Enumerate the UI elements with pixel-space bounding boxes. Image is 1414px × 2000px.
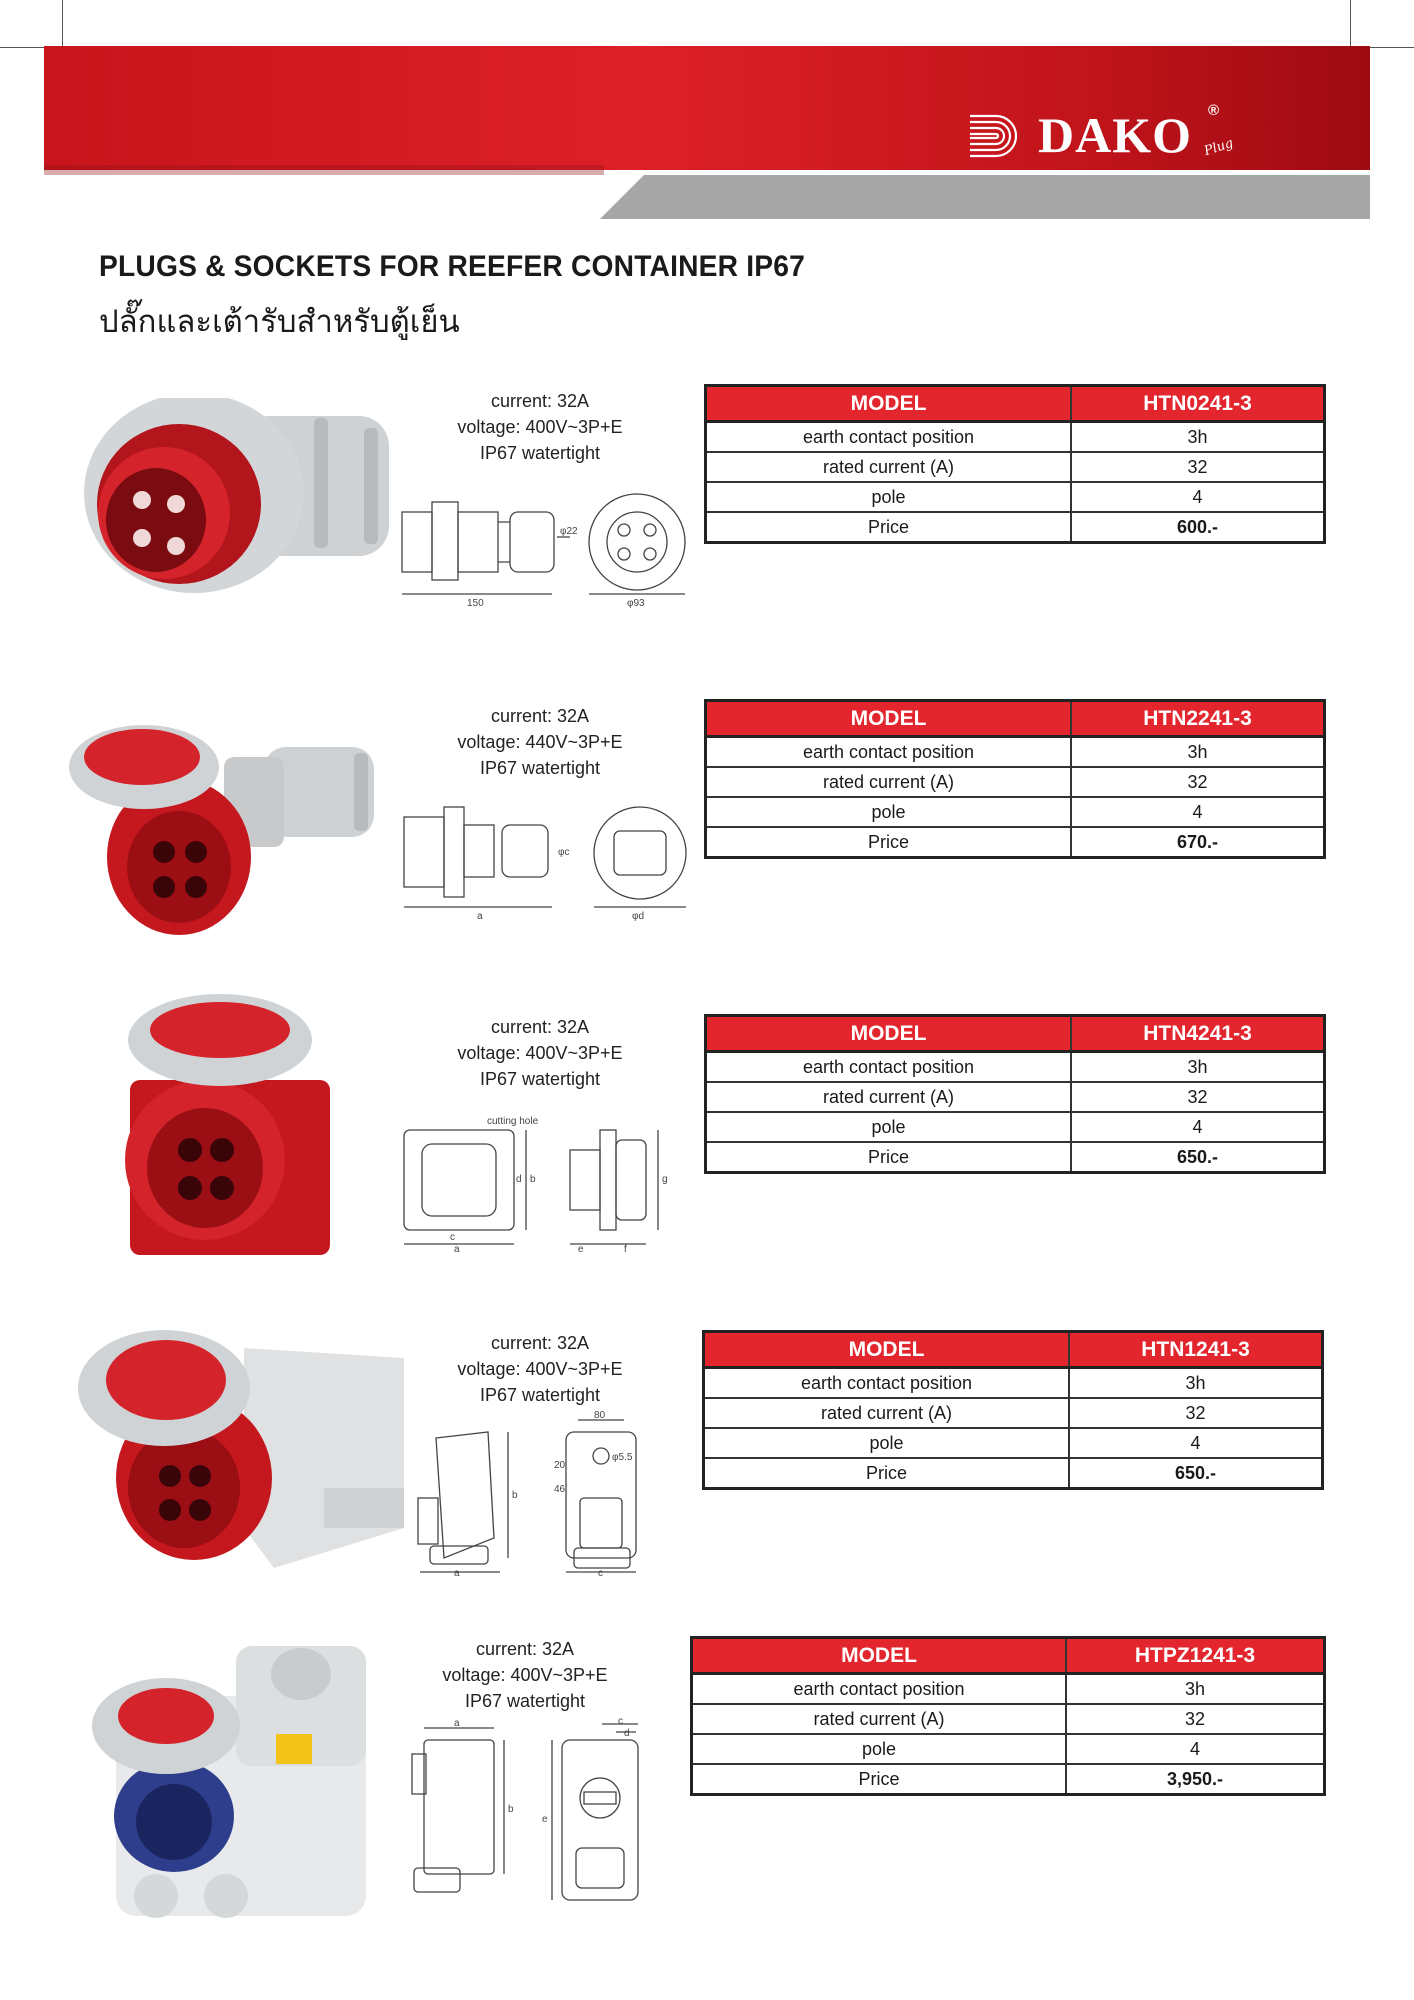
product-photo-plug <box>64 398 394 628</box>
row-value: 32 <box>1069 1398 1323 1428</box>
model-number: HTPZ1241-3 <box>1066 1638 1325 1674</box>
col-model: MODEL <box>706 1016 1072 1052</box>
dim-label: a <box>454 1244 460 1252</box>
row-value: 3h <box>1069 1368 1323 1399</box>
dim-label: cutting hole <box>487 1116 539 1127</box>
dim-label: b <box>530 1174 536 1185</box>
product-card <box>0 695 1414 935</box>
row-label: Price <box>692 1764 1067 1795</box>
row-label: pole <box>706 797 1072 827</box>
row-value: 32 <box>1071 452 1325 482</box>
row-label: Price <box>706 1142 1072 1173</box>
model-number: HTN4241-3 <box>1071 1016 1325 1052</box>
brand-sub: Plug <box>1202 135 1236 160</box>
model-number: HTN0241-3 <box>1071 386 1325 422</box>
technical-drawing <box>404 1408 694 1576</box>
row-label: rated current (A) <box>704 1398 1070 1428</box>
row-label: Price <box>706 512 1072 543</box>
page-title-thai: ปลั๊กและเต้ารับสำหรับตู้เย็น <box>99 304 460 340</box>
product-photo-panel-socket <box>110 990 360 1260</box>
spec-voltage: voltage: 400V~3P+E <box>457 1043 623 1063</box>
row-label: pole <box>692 1734 1067 1764</box>
row-label: pole <box>706 482 1072 512</box>
dim-label: f <box>624 1244 627 1252</box>
product-card <box>0 380 1414 620</box>
row-label: Price <box>706 827 1072 858</box>
row-label: earth contact position <box>704 1368 1070 1399</box>
technical-drawing <box>392 482 702 612</box>
spec-voltage: voltage: 440V~3P+E <box>457 732 623 752</box>
price-value: 600.- <box>1071 512 1325 543</box>
row-value: 3h <box>1071 422 1325 453</box>
product-photo-connector <box>64 707 404 947</box>
spec-table <box>702 1330 1324 1490</box>
col-model: MODEL <box>704 1332 1070 1368</box>
row-value: 4 <box>1066 1734 1325 1764</box>
product-photo-interlock-socket <box>86 1636 376 1926</box>
dim-label: φd <box>632 911 645 922</box>
dim-label: c <box>450 1232 455 1243</box>
row-value: 3h <box>1071 1052 1325 1083</box>
page-title: PLUGS & SOCKETS FOR REEFER CONTAINER IP67 <box>99 250 806 283</box>
spec-ip: IP67 watertight <box>479 1385 601 1405</box>
dim-label: d <box>516 1174 522 1185</box>
technical-drawing <box>372 1718 692 1908</box>
dim-label: 46 <box>554 1484 566 1495</box>
product-specs <box>410 1636 640 1714</box>
row-value: 32 <box>1071 767 1325 797</box>
spec-voltage: voltage: 400V~3P+E <box>457 1359 623 1379</box>
spec-table <box>704 384 1326 544</box>
model-number: HTN1241-3 <box>1069 1332 1323 1368</box>
row-label: earth contact position <box>706 422 1072 453</box>
spec-ip: IP67 watertight <box>479 1069 601 1089</box>
dim-label: c <box>618 1718 623 1727</box>
row-label: rated current (A) <box>706 1082 1072 1112</box>
col-model: MODEL <box>692 1638 1067 1674</box>
model-number: HTN2241-3 <box>1071 701 1325 737</box>
row-label: rated current (A) <box>692 1704 1067 1734</box>
dim-label: a <box>477 911 483 922</box>
dim-label: b <box>508 1804 514 1815</box>
price-value: 650.- <box>1071 1142 1325 1173</box>
dim-label: g <box>662 1174 668 1185</box>
product-card <box>0 1010 1414 1270</box>
product-card <box>0 1330 1414 1600</box>
spec-table <box>690 1636 1326 1796</box>
row-label: rated current (A) <box>706 452 1072 482</box>
row-label: Price <box>704 1458 1070 1489</box>
price-value: 3,950.- <box>1066 1764 1325 1795</box>
dim-label: 20 <box>554 1460 566 1471</box>
technical-drawing <box>392 1110 702 1252</box>
spec-ip: IP67 watertight <box>479 758 601 778</box>
brand-name: DAKO <box>1038 107 1192 163</box>
dim-label: φ5.5 <box>612 1452 633 1463</box>
dim-label: a <box>454 1568 460 1576</box>
row-value: 4 <box>1071 797 1325 827</box>
product-photo-wall-socket <box>74 1328 414 1578</box>
row-label: earth contact position <box>692 1674 1067 1705</box>
row-label: pole <box>706 1112 1072 1142</box>
price-value: 670.- <box>1071 827 1325 858</box>
dim-label: a <box>454 1718 460 1729</box>
row-value: 3h <box>1071 737 1325 768</box>
dim-label: φc <box>558 847 570 858</box>
col-model: MODEL <box>706 701 1072 737</box>
product-specs <box>425 388 655 466</box>
product-card <box>0 1636 1414 1926</box>
row-label: pole <box>704 1428 1070 1458</box>
spec-current: current: 32A <box>490 706 590 726</box>
dim-label: φ93 <box>627 598 645 609</box>
logo-stripes-icon <box>968 112 1030 160</box>
row-value: 32 <box>1071 1082 1325 1112</box>
dim-label: b <box>512 1490 518 1501</box>
spec-current: current: 32A <box>490 1017 590 1037</box>
spec-current: current: 32A <box>490 391 590 411</box>
product-specs <box>425 1330 655 1408</box>
spec-ip: IP67 watertight <box>464 1691 586 1711</box>
spec-voltage: voltage: 400V~3P+E <box>442 1665 608 1685</box>
brand-registered: ® <box>1208 102 1220 119</box>
spec-current: current: 32A <box>475 1639 575 1659</box>
header-shadow <box>44 165 604 175</box>
header-gray-band <box>600 175 1370 219</box>
dim-label: 150 <box>467 598 484 609</box>
dim-label: e <box>542 1814 548 1825</box>
header-gray-wedge <box>600 175 644 219</box>
row-value: 32 <box>1066 1704 1325 1734</box>
col-model: MODEL <box>706 386 1072 422</box>
row-label: rated current (A) <box>706 767 1072 797</box>
dim-label: d <box>624 1728 630 1739</box>
product-specs <box>425 1014 655 1092</box>
row-value: 4 <box>1069 1428 1323 1458</box>
brand-logo <box>968 104 1238 172</box>
dim-label: 80 <box>594 1410 606 1421</box>
row-label: earth contact position <box>706 737 1072 768</box>
row-label: earth contact position <box>706 1052 1072 1083</box>
spec-table <box>704 699 1326 859</box>
spec-ip: IP67 watertight <box>479 443 601 463</box>
technical-drawing <box>392 795 702 925</box>
row-value: 4 <box>1071 1112 1325 1142</box>
row-value: 4 <box>1071 482 1325 512</box>
dim-label: c <box>598 1568 603 1576</box>
spec-current: current: 32A <box>490 1333 590 1353</box>
spec-voltage: voltage: 400V~3P+E <box>457 417 623 437</box>
row-value: 3h <box>1066 1674 1325 1705</box>
dim-label: φ22 <box>560 526 578 537</box>
price-value: 650.- <box>1069 1458 1323 1489</box>
product-specs <box>425 703 655 781</box>
dim-label: e <box>578 1244 584 1252</box>
spec-table <box>704 1014 1326 1174</box>
